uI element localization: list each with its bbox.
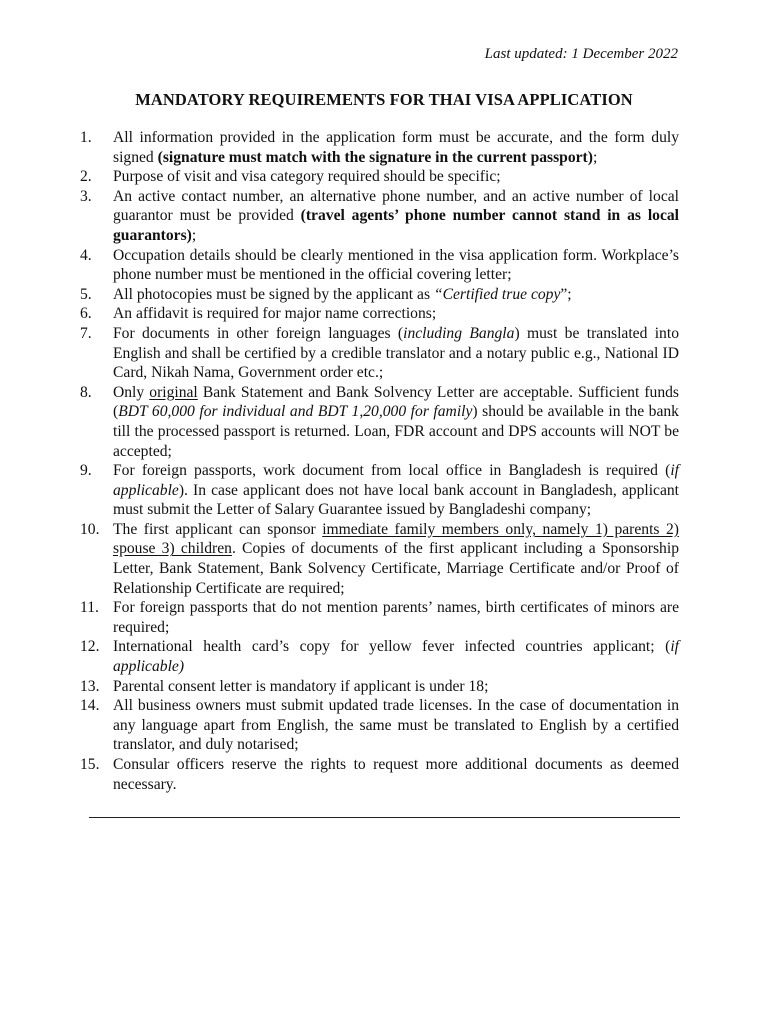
list-item — [80, 677, 679, 697]
list-item — [80, 696, 679, 755]
list-item-text: original — [149, 383, 198, 401]
list-item-number: 7. — [80, 324, 92, 342]
bottom-divider — [89, 817, 680, 818]
list-item-text: ; — [191, 226, 197, 244]
page-title: MANDATORY REQUIREMENTS FOR THAI VISA APPLICATION — [135, 90, 633, 109]
list-item-number: 15. — [80, 756, 100, 773]
list-item-text: ”; — [560, 285, 572, 303]
list-item-text: Consular officers reserve the rights to request more additional documents as deemed necessary. — [113, 756, 679, 793]
list-item-text: ; — [592, 148, 598, 166]
last-updated-label: Last updated — [484, 46, 563, 62]
list-item-text: Parental consent letter is mandatory if applicant is under 18; — [113, 677, 489, 695]
list-item-text: if applicable — [113, 462, 679, 499]
list-item-text: “Certified true copy — [433, 285, 561, 303]
list-item-number: 9. — [80, 462, 92, 480]
list-item-number: 2. — [80, 168, 92, 186]
last-updated-date: 1 December 2022 — [571, 46, 678, 62]
list-item-text: All information provided in the application form must be accurate, and the form duly signed — [113, 129, 679, 166]
list-item — [80, 520, 679, 598]
list-item-number: 4. — [80, 246, 92, 264]
list-item-text: An affidavit is required for major name corrections; — [113, 305, 437, 323]
list-item-number: 6. — [80, 305, 92, 323]
list-item-text: For documents in other foreign languages ( — [113, 324, 404, 342]
last-updated-separator: : — [562, 46, 568, 62]
list-item-text: Purpose of visit and visa category required should be specific; — [113, 168, 501, 186]
list-item-number: 3. — [80, 187, 92, 205]
list-item-text: BDT 60,000 for individual and BDT 1,20,000 for family — [118, 403, 473, 421]
list-item-number: 14. — [80, 697, 100, 715]
list-item-text: (signature must match with the signature in the current passport) — [157, 148, 593, 166]
list-item-number: 1. — [80, 129, 92, 146]
list-item — [80, 461, 679, 520]
list-item-text: All business owners must submit updated trade licenses. In the case of documentation in any language apart from English, the same must be translated to English by a certified translator, and duly notarised; — [113, 697, 679, 754]
list-item — [80, 285, 679, 305]
list-item-text: For foreign passports that do not mention parents’ names, birth certificates of minors are required; — [113, 599, 679, 636]
list-item-text: if applicable) — [113, 638, 679, 676]
requirements-list — [80, 128, 679, 794]
list-item-text: ). In case applicant does not have local bank account in Bangladesh, applicant must submit the Letter of Salary Guarantee issued by Bangladeshi company; — [113, 481, 679, 519]
list-item-text: ) should be available in the bank till the processed passport is returned. Loan, FDR account and DPS accounts will NOT be accepted; — [113, 403, 679, 460]
list-item-text: including Bangla — [403, 324, 515, 342]
list-item-number: 10. — [80, 520, 100, 538]
list-item-number: 11. — [80, 599, 99, 617]
list-item-text: (travel agents’ phone number cannot stand in as local guarantors) — [113, 207, 679, 244]
list-item — [80, 324, 679, 383]
list-item-number: 5. — [80, 285, 92, 303]
list-item — [80, 637, 679, 676]
list-item — [80, 304, 679, 324]
list-item-text: Bank Statement and Bank Solvency Letter are acceptable. Sufficient funds ( — [113, 383, 679, 421]
list-item-number: 13. — [80, 677, 100, 695]
list-item-text: immediate family members only, namely 1) parents 2) spouse 3) children — [113, 520, 679, 558]
list-item — [80, 598, 679, 637]
list-item-text: All photocopies must be signed by the applicant as — [113, 285, 434, 303]
list-item-number: 12. — [80, 638, 100, 656]
list-item-text: For foreign passports, work document from local office in Bangladesh is required ( — [113, 462, 671, 480]
list-item — [80, 167, 679, 187]
list-item-text: ) must be translated into English and shall be certified by a credible translator and a notary public e.g., National ID Card, Nikah Nama, Government order etc.; — [113, 324, 679, 382]
list-item — [80, 755, 679, 794]
list-item — [80, 128, 679, 167]
list-item-text: Occupation details should be clearly mentioned in the visa application form. Workplace’s phone number must be mentioned in the official covering letter; — [113, 246, 679, 284]
list-item — [80, 187, 679, 246]
last-updated — [485, 46, 678, 63]
list-item-text: The first applicant can sponsor — [113, 520, 323, 538]
list-item-text: International health card’s copy for yellow fever infected countries applicant; ( — [113, 638, 671, 656]
list-item-text: . Copies of documents of the first applicant including a Sponsorship Letter, Bank Statement, Bank Solvency Certificate, Marriage Certificate and/or Proof of Relationship Certificate are required; — [113, 540, 679, 597]
list-item-text: An active contact number, an alternative phone number, and an active number of local guarantor must be provided — [113, 187, 679, 225]
list-item-number: 8. — [80, 383, 92, 401]
list-item-text: Only — [113, 383, 150, 401]
list-item — [80, 383, 679, 461]
list-item — [80, 246, 679, 285]
